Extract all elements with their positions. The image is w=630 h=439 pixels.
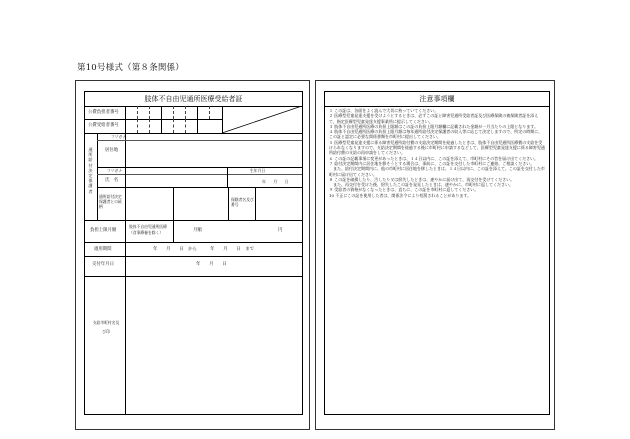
name-field[interactable] (126, 175, 226, 187)
certificate-title: 肢体不自由児通所医療受給者証 (85, 92, 302, 107)
address-field[interactable] (126, 141, 301, 166)
address-label: 居住地 (105, 148, 119, 153)
insurer-label: 保険者名及び番号 (231, 197, 254, 207)
note-item: ３ 肢体不自由児通所医療の負担上限額はこの証の負担上限月額欄に記載された金額が一月当たりの上限となります。 (329, 123, 538, 129)
birth-date-field[interactable]: 年 月 日 (262, 179, 289, 184)
valid-period-label: 適用期間 (94, 247, 112, 252)
note-item: ６ この証の記載事項に変更があったときは、１４日以内に、この証を添えて、市町村にその旨を届け出てください。 (329, 155, 539, 161)
guardian-vertical-label: 通所給付決定保護者 (88, 147, 93, 194)
name-label: 氏 名 (105, 178, 119, 183)
diagonal-strike (222, 106, 302, 133)
issue-date-label: 交付年月日 (92, 262, 114, 267)
notes-frame (324, 91, 550, 415)
cost-limit-description: 肢体不自由児通所医療（食事療養を除く） (129, 224, 167, 235)
certificate-panel (75, 80, 310, 430)
payer-number-label: 公費負担者番号 (88, 110, 119, 115)
monthly-label: 月額 (193, 228, 202, 233)
guardian-relation-label: 通所給付決定保護者との続柄 (99, 194, 122, 209)
note-item: また、給付決定期間内に、他の市町村に居住地を移したときは、１４日以内に、この証を添えて、この証を交付した市町村に届け出てください。 (329, 166, 545, 177)
insurer-field[interactable] (256, 188, 301, 219)
yen-label: 円 (278, 228, 283, 233)
note-item: ７ 給付決定期間内に居住地を移そうとする場合は、事前に、この証を交付した市町村にご連絡、ご相談ください。 (329, 160, 535, 166)
form-number: 第10号様式（第８条関係） (77, 63, 184, 73)
notes-panel (315, 80, 555, 430)
certificate-form (84, 91, 303, 415)
note-item: ８ この証を破損したり、汚したり又は紛失したときは、速やかに届け出て、再交付を受けてください。 (329, 176, 515, 182)
mayor-seal-field[interactable] (126, 277, 301, 414)
notes-title: 注意事項欄 (325, 92, 549, 107)
furigana-label: フリガナ (111, 134, 126, 139)
note-item: ２ 医療型児童発達支援を受けようとするときは、必ずこの証と障害児通所受給者証及び医療保険の被保険者証を添えて、指定医療型児童発達支援事業所に提示してください。 (329, 113, 539, 124)
note-item: また、再交付を受けた後、紛失したこの証を発見したときは、速やかに、市町村に返してください。 (329, 182, 513, 188)
child-furigana-label: フリガナ (107, 168, 122, 173)
notes-list (329, 108, 545, 198)
issue-date-field[interactable]: 年 月 日 (196, 262, 227, 267)
valid-period-field[interactable]: 年 月 日 から 年 月 日 まで (153, 247, 254, 252)
note-item: ５ 医療型児童発達支援に係る障害児通所給付費の支給決定期間を経過したときは、肢体不自由児通所医療費の支給を受けられなくなりますので、支給決定期間を経過する後に市町村に申請するなどして、医療型児童発達支援に係る障害児通所給付費の支給の再申請をしてください。 (329, 139, 545, 156)
cost-limit-label: 負担上限月額 (90, 228, 117, 233)
note-item: １ この証は、各面をよく読んで大切に持っていてください。 (329, 108, 439, 113)
mayor-seal-label: 支給市町村名及び印 (92, 320, 120, 334)
recipient-number-label: 公費受給者番号 (88, 123, 119, 128)
note-item: ９ 受給者の資格がなくなったときは、直ちに、この証を市町村に返してください。 (329, 187, 479, 193)
note-item: ４ 肢体不自由児通所医療の負担上限月額は毎年通所給付決定保護者の収入等に応じて決定しますので、所定の時期に、この証と認定に必要な関係書類を市町村に提出してください。 (329, 129, 543, 140)
note-item: 10 不正にこの証を使用した者は、関係法令により処罰されることがあります。 (329, 192, 472, 198)
relation-field[interactable] (174, 188, 227, 219)
birth-date-label: 生年月日 (250, 168, 266, 173)
